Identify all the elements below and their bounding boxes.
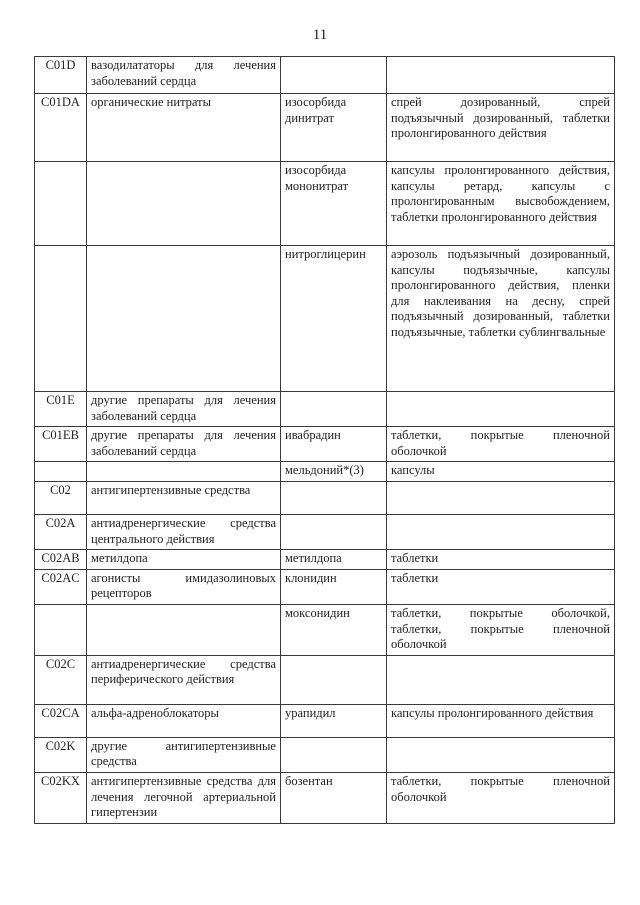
dosage-form-cell bbox=[387, 57, 615, 94]
table-row bbox=[35, 514, 615, 549]
dosage-form-cell bbox=[387, 655, 615, 704]
table-row bbox=[35, 246, 615, 392]
atc-code-cell: C01EB bbox=[35, 427, 87, 462]
table-row bbox=[35, 569, 615, 604]
dosage-form-cell: капсулы bbox=[387, 462, 615, 482]
table-row bbox=[35, 772, 615, 823]
pharm-group-cell bbox=[87, 604, 281, 655]
dosage-form-cell bbox=[387, 392, 615, 427]
pharm-group-cell bbox=[87, 162, 281, 246]
pharm-group-cell: другие препараты для лечения заболеваний сердца bbox=[87, 427, 281, 462]
dosage-form-cell: таблетки bbox=[387, 569, 615, 604]
drug-name-cell: нитроглицерин bbox=[281, 246, 387, 392]
drug-name-cell: бозентан bbox=[281, 772, 387, 823]
table-row bbox=[35, 481, 615, 514]
dosage-form-cell: таблетки, покрытые пленочной оболочкой bbox=[387, 772, 615, 823]
atc-code-cell: C01D bbox=[35, 57, 87, 94]
table-row bbox=[35, 57, 615, 94]
pharm-group-cell: антигипертензивные средства для лечения легочной артериальной гипертензии bbox=[87, 772, 281, 823]
atc-code-cell: C02K bbox=[35, 737, 87, 772]
dosage-form-cell: таблетки, покрытые оболочкой, таблетки, покрытые пленочной оболочкой bbox=[387, 604, 615, 655]
atc-code-cell: C02AB bbox=[35, 550, 87, 570]
drug-name-cell bbox=[281, 57, 387, 94]
pharm-group-cell: антиадренергические средства периферического действия bbox=[87, 655, 281, 704]
pharm-group-cell: другие антигипертензивные средства bbox=[87, 737, 281, 772]
table-row bbox=[35, 427, 615, 462]
page-number: 11 bbox=[312, 27, 328, 43]
table-body bbox=[35, 57, 615, 824]
atc-code-cell bbox=[35, 162, 87, 246]
dosage-form-cell: таблетки, покрытые пленочной оболочкой bbox=[387, 427, 615, 462]
drug-table bbox=[34, 56, 615, 824]
pharm-group-cell: другие препараты для лечения заболеваний сердца bbox=[87, 392, 281, 427]
dosage-form-cell: капсулы пролонгированного действия, капсулы ретард, капсулы с пролонгированным высвобождением, таблетки пролонгированного действия bbox=[387, 162, 615, 246]
table-row bbox=[35, 162, 615, 246]
table-row bbox=[35, 655, 615, 704]
pharm-group-cell: альфа-адреноблокаторы bbox=[87, 704, 281, 737]
table-row bbox=[35, 462, 615, 482]
drug-name-cell: метилдопа bbox=[281, 550, 387, 570]
drug-name-cell bbox=[281, 392, 387, 427]
dosage-form-cell: капсулы пролонгированного действия bbox=[387, 704, 615, 737]
atc-code-cell: C02CA bbox=[35, 704, 87, 737]
drug-name-cell: моксонидин bbox=[281, 604, 387, 655]
pharm-group-cell: вазодилататоры для лечения заболеваний сердца bbox=[87, 57, 281, 94]
drug-name-cell: изосорбида мононитрат bbox=[281, 162, 387, 246]
atc-code-cell: C02AC bbox=[35, 569, 87, 604]
atc-code-cell bbox=[35, 246, 87, 392]
drug-name-cell: урапидил bbox=[281, 704, 387, 737]
atc-code-cell bbox=[35, 462, 87, 482]
table-row bbox=[35, 737, 615, 772]
atc-code-cell: C02C bbox=[35, 655, 87, 704]
atc-code-cell: C01DA bbox=[35, 94, 87, 162]
pharm-group-cell: антиадренергические средства центрального действия bbox=[87, 514, 281, 549]
dosage-form-cell bbox=[387, 737, 615, 772]
dosage-form-cell: аэрозоль подъязычный дозированный, капсулы подъязычные, капсулы пролонгированного действия, пленки для наклеивания на десну, спрей подъязычный дозированный, таблетки подъязычные, таблетки сублингвальные bbox=[387, 246, 615, 392]
table-row bbox=[35, 604, 615, 655]
dosage-form-cell bbox=[387, 514, 615, 549]
drug-name-cell bbox=[281, 514, 387, 549]
drug-name-cell: мельдоний*(3) bbox=[281, 462, 387, 482]
dosage-form-cell: спрей дозированный, спрей подъязычный дозированный, таблетки пролонгированного действия bbox=[387, 94, 615, 162]
drug-name-cell: клонидин bbox=[281, 569, 387, 604]
pharm-group-cell: агонисты имидазолиновых рецепторов bbox=[87, 569, 281, 604]
table-row bbox=[35, 392, 615, 427]
pharm-group-cell: антигипертензивные средства bbox=[87, 481, 281, 514]
dosage-form-cell bbox=[387, 481, 615, 514]
atc-code-cell: C01E bbox=[35, 392, 87, 427]
atc-code-cell bbox=[35, 604, 87, 655]
drug-name-cell: изосорбида динитрат bbox=[281, 94, 387, 162]
pharm-group-cell bbox=[87, 246, 281, 392]
table-row bbox=[35, 94, 615, 162]
drug-name-cell bbox=[281, 737, 387, 772]
pharm-group-cell bbox=[87, 462, 281, 482]
pharm-group-cell: органические нитраты bbox=[87, 94, 281, 162]
table-row bbox=[35, 550, 615, 570]
atc-code-cell: C02 bbox=[35, 481, 87, 514]
atc-code-cell: C02KX bbox=[35, 772, 87, 823]
drug-name-cell bbox=[281, 655, 387, 704]
drug-name-cell: ивабрадин bbox=[281, 427, 387, 462]
table-row bbox=[35, 704, 615, 737]
atc-code-cell: C02A bbox=[35, 514, 87, 549]
drug-name-cell bbox=[281, 481, 387, 514]
dosage-form-cell: таблетки bbox=[387, 550, 615, 570]
pharm-group-cell: метилдопа bbox=[87, 550, 281, 570]
